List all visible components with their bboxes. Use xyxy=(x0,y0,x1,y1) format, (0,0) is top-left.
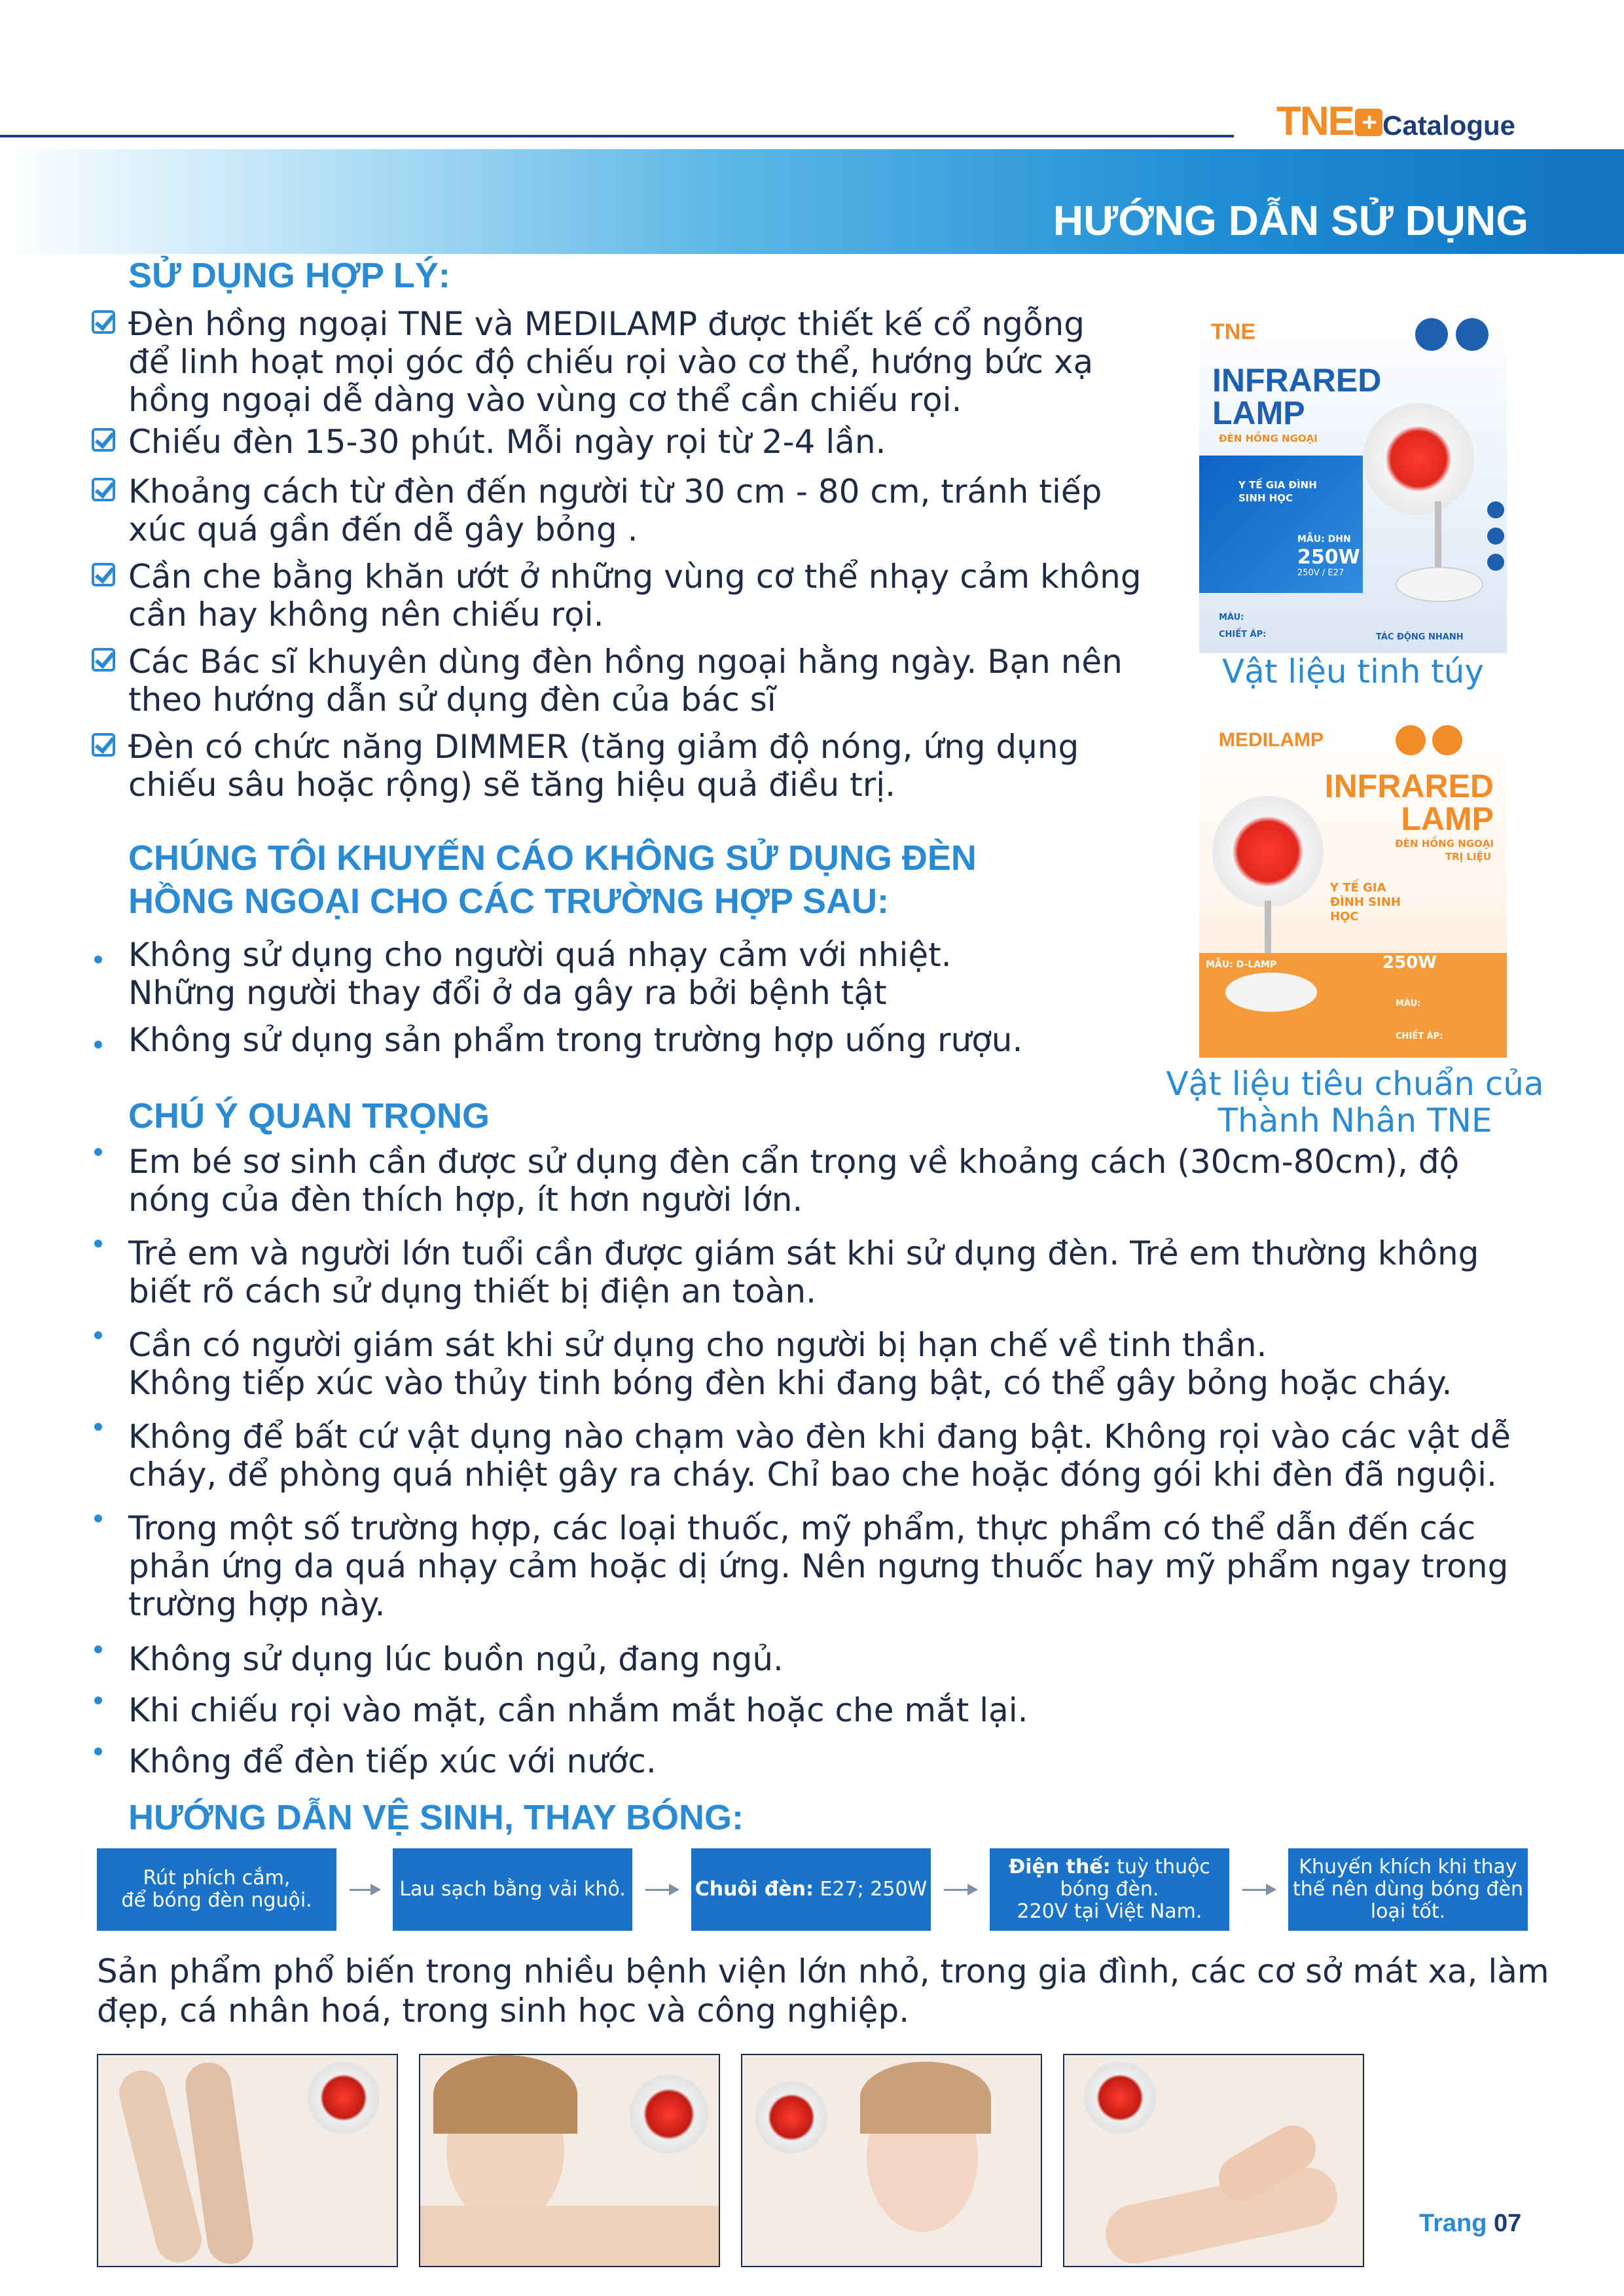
bullet-icon xyxy=(92,1143,128,1219)
list-item-line: Đèn có chức năng DIMMER (tăng giảm độ nóng, ứng dụng xyxy=(128,728,1079,766)
feature-icon xyxy=(1487,554,1504,571)
list-item xyxy=(92,1640,784,1678)
flow-step-line: bóng đèn. xyxy=(1060,1878,1159,1901)
list-item xyxy=(92,1143,1459,1219)
color-label: MÀU: xyxy=(1396,999,1421,1009)
product-model: MẪU: D-LAMP xyxy=(1206,960,1277,970)
iso-badge-icon xyxy=(1415,318,1448,351)
page-label: Trang xyxy=(1419,2210,1487,2237)
flow-step-value: tuỳ thuộc xyxy=(1110,1856,1210,1878)
caption-line: Thành Nhân TNE xyxy=(1218,1102,1492,1139)
list-item-line: Không sử dụng sản phẩm trong trường hợp uống rượu. xyxy=(128,1021,1023,1059)
flow-step xyxy=(691,1848,931,1931)
list-item xyxy=(92,1742,657,1780)
flow-step-line: Rút phích cắm, xyxy=(143,1867,291,1890)
list-item-text xyxy=(128,1021,1022,1059)
flow-step-line xyxy=(1009,1856,1210,1878)
lamp-icon xyxy=(1084,2062,1156,2134)
arrow-right-icon xyxy=(1242,1889,1275,1891)
list-item xyxy=(92,1326,1452,1402)
list-item-line: Cần có người giám sát khi sử dụng cho người bị hạn chế về tinh thần. xyxy=(128,1326,1267,1364)
flow-step-line: loại tốt. xyxy=(1370,1900,1446,1923)
product-title-line: LAMP xyxy=(1401,800,1494,837)
list-item-line: cháy, để phòng quá nhiệt gây ra cháy. Chỉ bao che hoặc đóng gói khi đèn đã nguội. xyxy=(128,1456,1497,1494)
list-item-line: Đèn hồng ngoại TNE và MEDILAMP được thiết kế cổ ngỗng xyxy=(128,305,1085,343)
section-title-warnings-line2: HỒNG NGOẠI CHO CÁC TRƯỜNG HỢP SAU: xyxy=(128,882,889,921)
product-power: 250W xyxy=(1297,546,1360,569)
flow-step xyxy=(393,1848,632,1931)
product-box-medilamp xyxy=(1199,711,1507,1058)
flow-step xyxy=(990,1848,1229,1931)
product-power: 250W xyxy=(1382,953,1437,973)
product-box-tne xyxy=(1199,305,1507,653)
list-item-text xyxy=(128,1509,1508,1623)
list-item-line: Những người thay đổi ở da gây ra bởi bệnh tật xyxy=(128,974,887,1012)
list-item-text xyxy=(128,473,1102,548)
checkbox-icon xyxy=(92,473,128,548)
list-item-line: Cần che bằng khăn ướt ở những vùng cơ thể nhạy cảm không xyxy=(128,558,1142,596)
flow-step-text xyxy=(1009,1856,1210,1923)
list-item xyxy=(92,728,1079,804)
list-item xyxy=(92,423,886,461)
photo-woman-face xyxy=(741,2054,1042,2267)
list-item-text xyxy=(128,1418,1511,1494)
list-item xyxy=(92,1509,1508,1623)
bullet-icon xyxy=(92,1234,128,1310)
product-caption-medilamp xyxy=(1152,1066,1558,1139)
catalogue-label: Catalogue xyxy=(1382,110,1516,141)
list-item-text xyxy=(128,423,886,461)
bullet-icon xyxy=(92,1418,128,1494)
list-item-text xyxy=(128,936,952,1012)
header-rule xyxy=(0,135,1234,137)
list-item-text xyxy=(128,1742,657,1780)
iso-badge-icon xyxy=(1456,318,1489,351)
lamp-icon xyxy=(308,2062,380,2134)
checkbox-icon xyxy=(92,558,128,634)
list-item-text xyxy=(128,1143,1459,1219)
flow-step-text xyxy=(695,1878,927,1901)
product-footer: TÁC ĐỘNG NHANH xyxy=(1376,632,1464,642)
plus-icon: + xyxy=(1355,109,1382,136)
caption-line: Vật liệu tiêu chuẩn của xyxy=(1166,1065,1544,1103)
product-title xyxy=(1325,770,1494,835)
arrow-right-icon xyxy=(350,1889,380,1891)
bullet-icon xyxy=(92,1326,128,1402)
product-title-line: LAMP xyxy=(1212,395,1305,431)
flow-step-text xyxy=(399,1878,625,1901)
list-item-line: phản ứng da quá nhạy cảm hoặc dị ứng. Nên ngưng thuốc hay mỹ phẩm ngay trong xyxy=(128,1547,1509,1585)
checkbox-icon xyxy=(92,305,128,419)
list-item xyxy=(92,1691,1028,1729)
list-item-text xyxy=(128,643,1123,719)
list-item-line: Các Bác sĩ khuyên dùng đèn hồng ngoại hằng ngày. Bạn nên xyxy=(128,643,1123,681)
list-item-line: Không để đèn tiếp xúc với nước. xyxy=(128,1742,657,1780)
lamp-icon xyxy=(755,2081,827,2153)
photo-woman-shoulder xyxy=(419,2054,720,2267)
product-caption-tne: Vật liệu tinh túy xyxy=(1221,653,1485,691)
product-model: MẪU: DHN xyxy=(1297,534,1351,545)
usage-paragraph xyxy=(97,1952,1549,2030)
section-title-proper-use: SỬ DỤNG HỢP LÝ: xyxy=(128,256,450,295)
flow-step xyxy=(97,1848,336,1931)
iso-badge-icon xyxy=(1432,725,1462,755)
list-item-line: Chiếu đèn 15-30 phút. Mỗi ngày rọi từ 2-4 lần. xyxy=(128,423,886,461)
brand-logo-text: TNE xyxy=(1276,99,1354,144)
arrow-right-icon xyxy=(645,1889,678,1891)
list-item xyxy=(92,643,1123,719)
product-spec: 250V / E27 xyxy=(1297,568,1344,578)
product-subtitle: ĐÈN HỒNG NGOẠI xyxy=(1395,838,1494,850)
list-item-text xyxy=(128,558,1142,634)
list-item-line: Khoảng cách từ đèn đến người từ 30 cm - 80 cm, tránh tiếp xyxy=(128,473,1102,511)
flow-step-bold: Chuôi đèn: xyxy=(695,1878,814,1901)
list-item-text xyxy=(128,1691,1028,1729)
usage-paragraph-line: Sản phẩm phổ biến trong nhiều bệnh viện lớn nhỏ, trong gia đình, các cơ sở mát xa, làm xyxy=(97,1952,1549,1990)
arrow-right-icon xyxy=(944,1889,977,1891)
list-item-text xyxy=(128,1234,1479,1310)
list-item-text xyxy=(128,728,1079,804)
list-item-text xyxy=(128,1640,784,1678)
list-item-line: Không để bất cứ vật dụng nào chạm vào đèn khi đang bật. Không rọi vào các vật dễ xyxy=(128,1418,1511,1456)
page-number-value: 07 xyxy=(1494,2210,1522,2237)
page-title: HƯỚNG DẪN SỬ DỤNG xyxy=(1053,197,1528,244)
list-item xyxy=(92,1418,1511,1494)
product-subtitle: ĐÈN HỒNG NGOẠI xyxy=(1219,433,1318,444)
voltage-label: CHIẾT ÁP: xyxy=(1219,630,1267,639)
list-item xyxy=(92,936,952,1012)
list-item-line: Trong một số trường hợp, các loại thuốc, mỹ phẩm, thực phẩm có thể dẫn đến các xyxy=(128,1509,1476,1547)
flow-step-line xyxy=(695,1878,927,1901)
section-title-important: CHÚ Ý QUAN TRỌNG xyxy=(128,1096,490,1136)
bullet-icon xyxy=(92,1509,128,1623)
flow-step-line: 220V tại Việt Nam. xyxy=(1017,1900,1202,1923)
flow-step-line: thế nên dùng bóng đèn xyxy=(1293,1878,1523,1901)
feature-icon xyxy=(1487,528,1504,545)
list-item-text xyxy=(128,1326,1452,1402)
list-item-line: Không tiếp xúc vào thủy tinh bóng đèn khi đang bật, có thể gây bỏng hoặc cháy. xyxy=(128,1364,1453,1402)
checkbox-icon xyxy=(92,423,128,461)
flow-step-line: Khuyến khích khi thay xyxy=(1299,1856,1517,1878)
lamp-neck-icon xyxy=(1435,501,1441,573)
list-item-line: theo hướng dẫn sử dụng đèn của bác sĩ xyxy=(128,681,776,719)
list-item-line: hồng ngoại dễ dàng vào vùng cơ thể cần chiếu rọi. xyxy=(128,381,962,419)
iso-badge-icon xyxy=(1396,725,1426,755)
color-label: MÀU: xyxy=(1219,613,1244,622)
voltage-label: CHIẾT ÁP: xyxy=(1396,1031,1443,1041)
flow-step-value: E27; 250W xyxy=(814,1878,928,1901)
list-item-text xyxy=(128,305,1093,419)
flow-step-bold: Điện thế: xyxy=(1009,1856,1111,1878)
list-item-line: Em bé sơ sinh cần được sử dụng đèn cẩn trọng về khoảng cách (30cm-80cm), độ xyxy=(128,1143,1460,1181)
list-item xyxy=(92,1021,1022,1059)
list-item-line: biết rõ cách sử dụng thiết bị điện an toàn. xyxy=(128,1272,817,1310)
list-item-line: trường hợp này. xyxy=(128,1585,386,1623)
product-title-line: INFRARED xyxy=(1212,362,1382,399)
product-brand: MEDILAMP xyxy=(1219,729,1324,751)
list-item-line: cần hay không nên chiếu rọi. xyxy=(128,596,604,634)
lamp-base-icon xyxy=(1396,567,1483,602)
lamp-icon xyxy=(630,2075,708,2153)
flow-step-line: để bóng đèn nguội. xyxy=(121,1889,312,1912)
lamp-head-icon xyxy=(1212,796,1324,907)
product-tag: Y TẾ GIA ĐÌNH SINH HỌC xyxy=(1330,881,1401,924)
hair-shape xyxy=(433,2055,577,2134)
list-item-line: nóng của đèn thích hợp, ít hơn người lớn. xyxy=(128,1181,803,1219)
flow-step xyxy=(1288,1848,1528,1931)
checkbox-icon xyxy=(92,728,128,804)
hair-shape xyxy=(860,2062,991,2134)
product-subtitle2: TRỊ LIỆU xyxy=(1445,851,1491,863)
list-item xyxy=(92,1234,1479,1310)
usage-paragraph-line: đẹp, cá nhân hoá, trong sinh học và công nghiệp. xyxy=(97,1992,910,2030)
bullet-icon xyxy=(92,1021,128,1059)
list-item-line: Không sử dụng cho người quá nhạy cảm với nhiệt. xyxy=(128,936,952,974)
lamp-base-icon xyxy=(1225,973,1317,1012)
lamp-head-icon xyxy=(1363,403,1474,514)
list-item-line: để linh hoạt mọi góc độ chiếu rọi vào cơ thể, hướng bức xạ xyxy=(128,343,1094,381)
section-title-cleaning: HƯỚNG DẪN VỆ SINH, THAY BÓNG: xyxy=(128,1798,744,1837)
flow-step-line: Lau sạch bằng vải khô. xyxy=(399,1878,626,1901)
flow-step-text xyxy=(1293,1856,1523,1923)
list-item xyxy=(92,473,1102,548)
list-item xyxy=(92,558,1142,634)
feature-icon xyxy=(1487,501,1504,518)
flow-step-text xyxy=(121,1867,312,1912)
page-number xyxy=(1419,2210,1521,2238)
list-item xyxy=(92,305,1093,419)
section-title-warnings xyxy=(128,836,977,923)
list-item-line: Không sử dụng lúc buồn ngủ, đang ngủ. xyxy=(128,1640,784,1678)
photo-legs xyxy=(97,2054,398,2267)
list-item-line: Trẻ em và người lớn tuổi cần được giám sát khi sử dụng đèn. Trẻ em thường không xyxy=(128,1234,1479,1272)
product-tag: Y TẾ GIA ĐÌNH SINH HỌC xyxy=(1238,479,1317,504)
product-brand: TNE xyxy=(1211,319,1255,344)
bullet-icon xyxy=(92,1691,128,1729)
list-item-line: xúc quá gần đến dễ gây bỏng . xyxy=(128,511,638,548)
bullet-icon xyxy=(92,1742,128,1780)
list-item-line: chiếu sâu hoặc rộng) sẽ tăng hiệu quả điều trị. xyxy=(128,766,896,804)
section-title-warnings-line1: CHÚNG TÔI KHUYẾN CÁO KHÔNG SỬ DỤNG ĐÈN xyxy=(128,838,977,878)
bullet-icon xyxy=(92,936,128,1012)
list-item-line: Khi chiếu rọi vào mặt, cần nhắm mắt hoặc che mắt lại. xyxy=(128,1691,1028,1729)
shoulder-shape xyxy=(420,2206,719,2267)
brand-logo xyxy=(1276,98,1382,145)
photo-hands xyxy=(1063,2054,1364,2267)
product-title-line: INFRARED xyxy=(1324,768,1494,804)
checkbox-icon xyxy=(92,643,128,719)
product-title xyxy=(1212,364,1381,429)
bullet-icon xyxy=(92,1640,128,1678)
